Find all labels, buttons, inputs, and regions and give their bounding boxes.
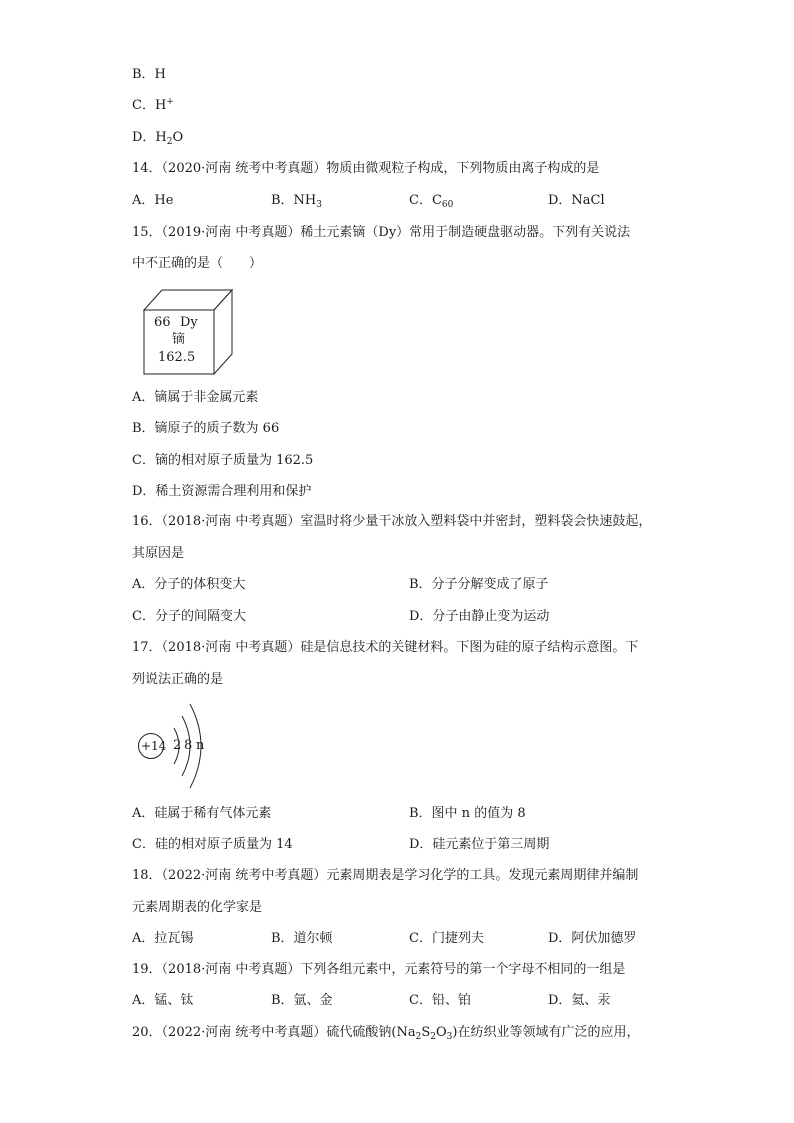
q18-stem-line2: 元素周期表的化学家是 (132, 900, 263, 915)
q19-option-b: B．氩、金 (271, 993, 333, 1008)
q13-option-d (132, 129, 183, 147)
q14-option-c-a: C．C (409, 193, 442, 208)
q14-option-b-sub: 3 (316, 200, 322, 210)
q15-stem-line1: 15．（2019·河南 中考真题）稀土元素镝（Dy）常用于制造硬盘驱动器。下列有关说法 (132, 225, 631, 240)
q19-option-c: C．铅、铂 (409, 993, 471, 1008)
q13-option-d-b: O (172, 130, 184, 145)
q14-option-b-a: B．NH (271, 193, 317, 208)
q17-stem-line1: 17．（2018·河南 中考真题）硅是信息技术的关键材料。下图为硅的原子结构示意图。下 (132, 640, 639, 655)
q20-stem-a: 20．（2022·河南 统考中考真题）硫代硫酸钠(Na (132, 1025, 416, 1040)
shell-2-electrons: 8 (184, 738, 193, 753)
q14-option-d: D．NaCl (548, 193, 605, 208)
q16-option-d: D．分子由静止变为运动 (409, 609, 550, 624)
q17-stem-line2: 列说法正确的是 (132, 672, 224, 687)
cube-element-name: 镝 (172, 332, 186, 347)
q16-option-a: A．分子的体积变大 (132, 577, 246, 592)
q16-stem-line2: 其原因是 (132, 546, 185, 561)
q18-option-a: A．拉瓦锡 (132, 931, 194, 946)
q18-stem-line1: 18．（2022·河南 统考中考真题）元素周期表是学习化学的工具。发现元素周期律并编制 (132, 868, 639, 883)
q18-option-c: C．门捷列夫 (409, 931, 484, 946)
cube-atomic-number: 66 (154, 315, 171, 330)
q14-option-a: A．He (132, 193, 174, 208)
nucleus-charge: +14 (141, 739, 167, 753)
element-cube-diagram (140, 288, 236, 378)
q20-stem-sub3: 3 (446, 1032, 453, 1042)
q20-stem-sub1: 2 (415, 1032, 422, 1042)
shell-3-electrons: n (196, 738, 205, 753)
q13-option-d-sub: 2 (166, 137, 173, 147)
q17-option-c: C．硅的相对原子质量为 14 (132, 837, 293, 852)
q19-stem: 19．（2018·河南 中考真题）下列各组元素中，元素符号的第一个字母不相同的一组是 (132, 962, 626, 977)
q17-option-a: A．硅属于稀有气体元素 (132, 806, 272, 821)
q13-option-c-text: C．H (132, 98, 167, 113)
q14-stem: 14．（2020·河南 统考中考真题）物质由微观粒子构成，下列物质由离子构成的是 (132, 161, 600, 176)
q15-option-b: B．镝原子的质子数为 66 (132, 421, 280, 436)
q16-option-b: B．分子分解变成了原子 (409, 577, 549, 592)
q18-option-b: B．道尔顿 (271, 931, 333, 946)
q20-stem (132, 1024, 639, 1042)
q13-option-d-a: D．H (132, 130, 167, 145)
q17-option-d: D．硅元素位于第三周期 (409, 837, 550, 852)
q14-option-c (409, 192, 453, 210)
cube-atomic-mass: 162.5 (158, 350, 196, 365)
q14-option-b (271, 192, 322, 210)
q16-option-c: C．分子的间隔变大 (132, 609, 246, 624)
shell-1-electrons: 2 (173, 738, 182, 753)
q15-option-a: A．镝属于非金属元素 (132, 390, 259, 405)
atom-structure-diagram (136, 698, 216, 790)
q19-option-d: D．氦、汞 (548, 993, 611, 1008)
q20-stem-d: )在纺织业等领域有广泛的应用， (452, 1025, 640, 1040)
q14-option-c-sub: 60 (441, 200, 454, 210)
q13-option-c-sup: + (166, 97, 174, 107)
q18-option-d: D．阿伏加德罗 (548, 931, 637, 946)
q20-stem-c: O (435, 1025, 447, 1040)
q15-option-c: C．镝的相对原子质量为 162.5 (132, 453, 314, 468)
q13-option-c (132, 97, 174, 115)
cube-element-symbol: Dy (180, 315, 198, 330)
q20-stem-sub2: 2 (430, 1032, 436, 1042)
q16-stem-line1: 16．（2018·河南 中考真题）室温时将少量干冰放入塑料袋中并密封，塑料袋会快速鼓起， (132, 514, 652, 529)
q15-option-d: D．稀土资源需合理利用和保护 (132, 484, 312, 499)
q19-option-a: A．锰、钛 (132, 993, 194, 1008)
q13-option-b: B．H (132, 67, 166, 82)
q15-stem-line2: 中不正确的是（ ） (132, 256, 263, 271)
q20-stem-b: S (421, 1025, 431, 1040)
q17-option-b: B．图中 n 的值为 8 (409, 806, 526, 821)
